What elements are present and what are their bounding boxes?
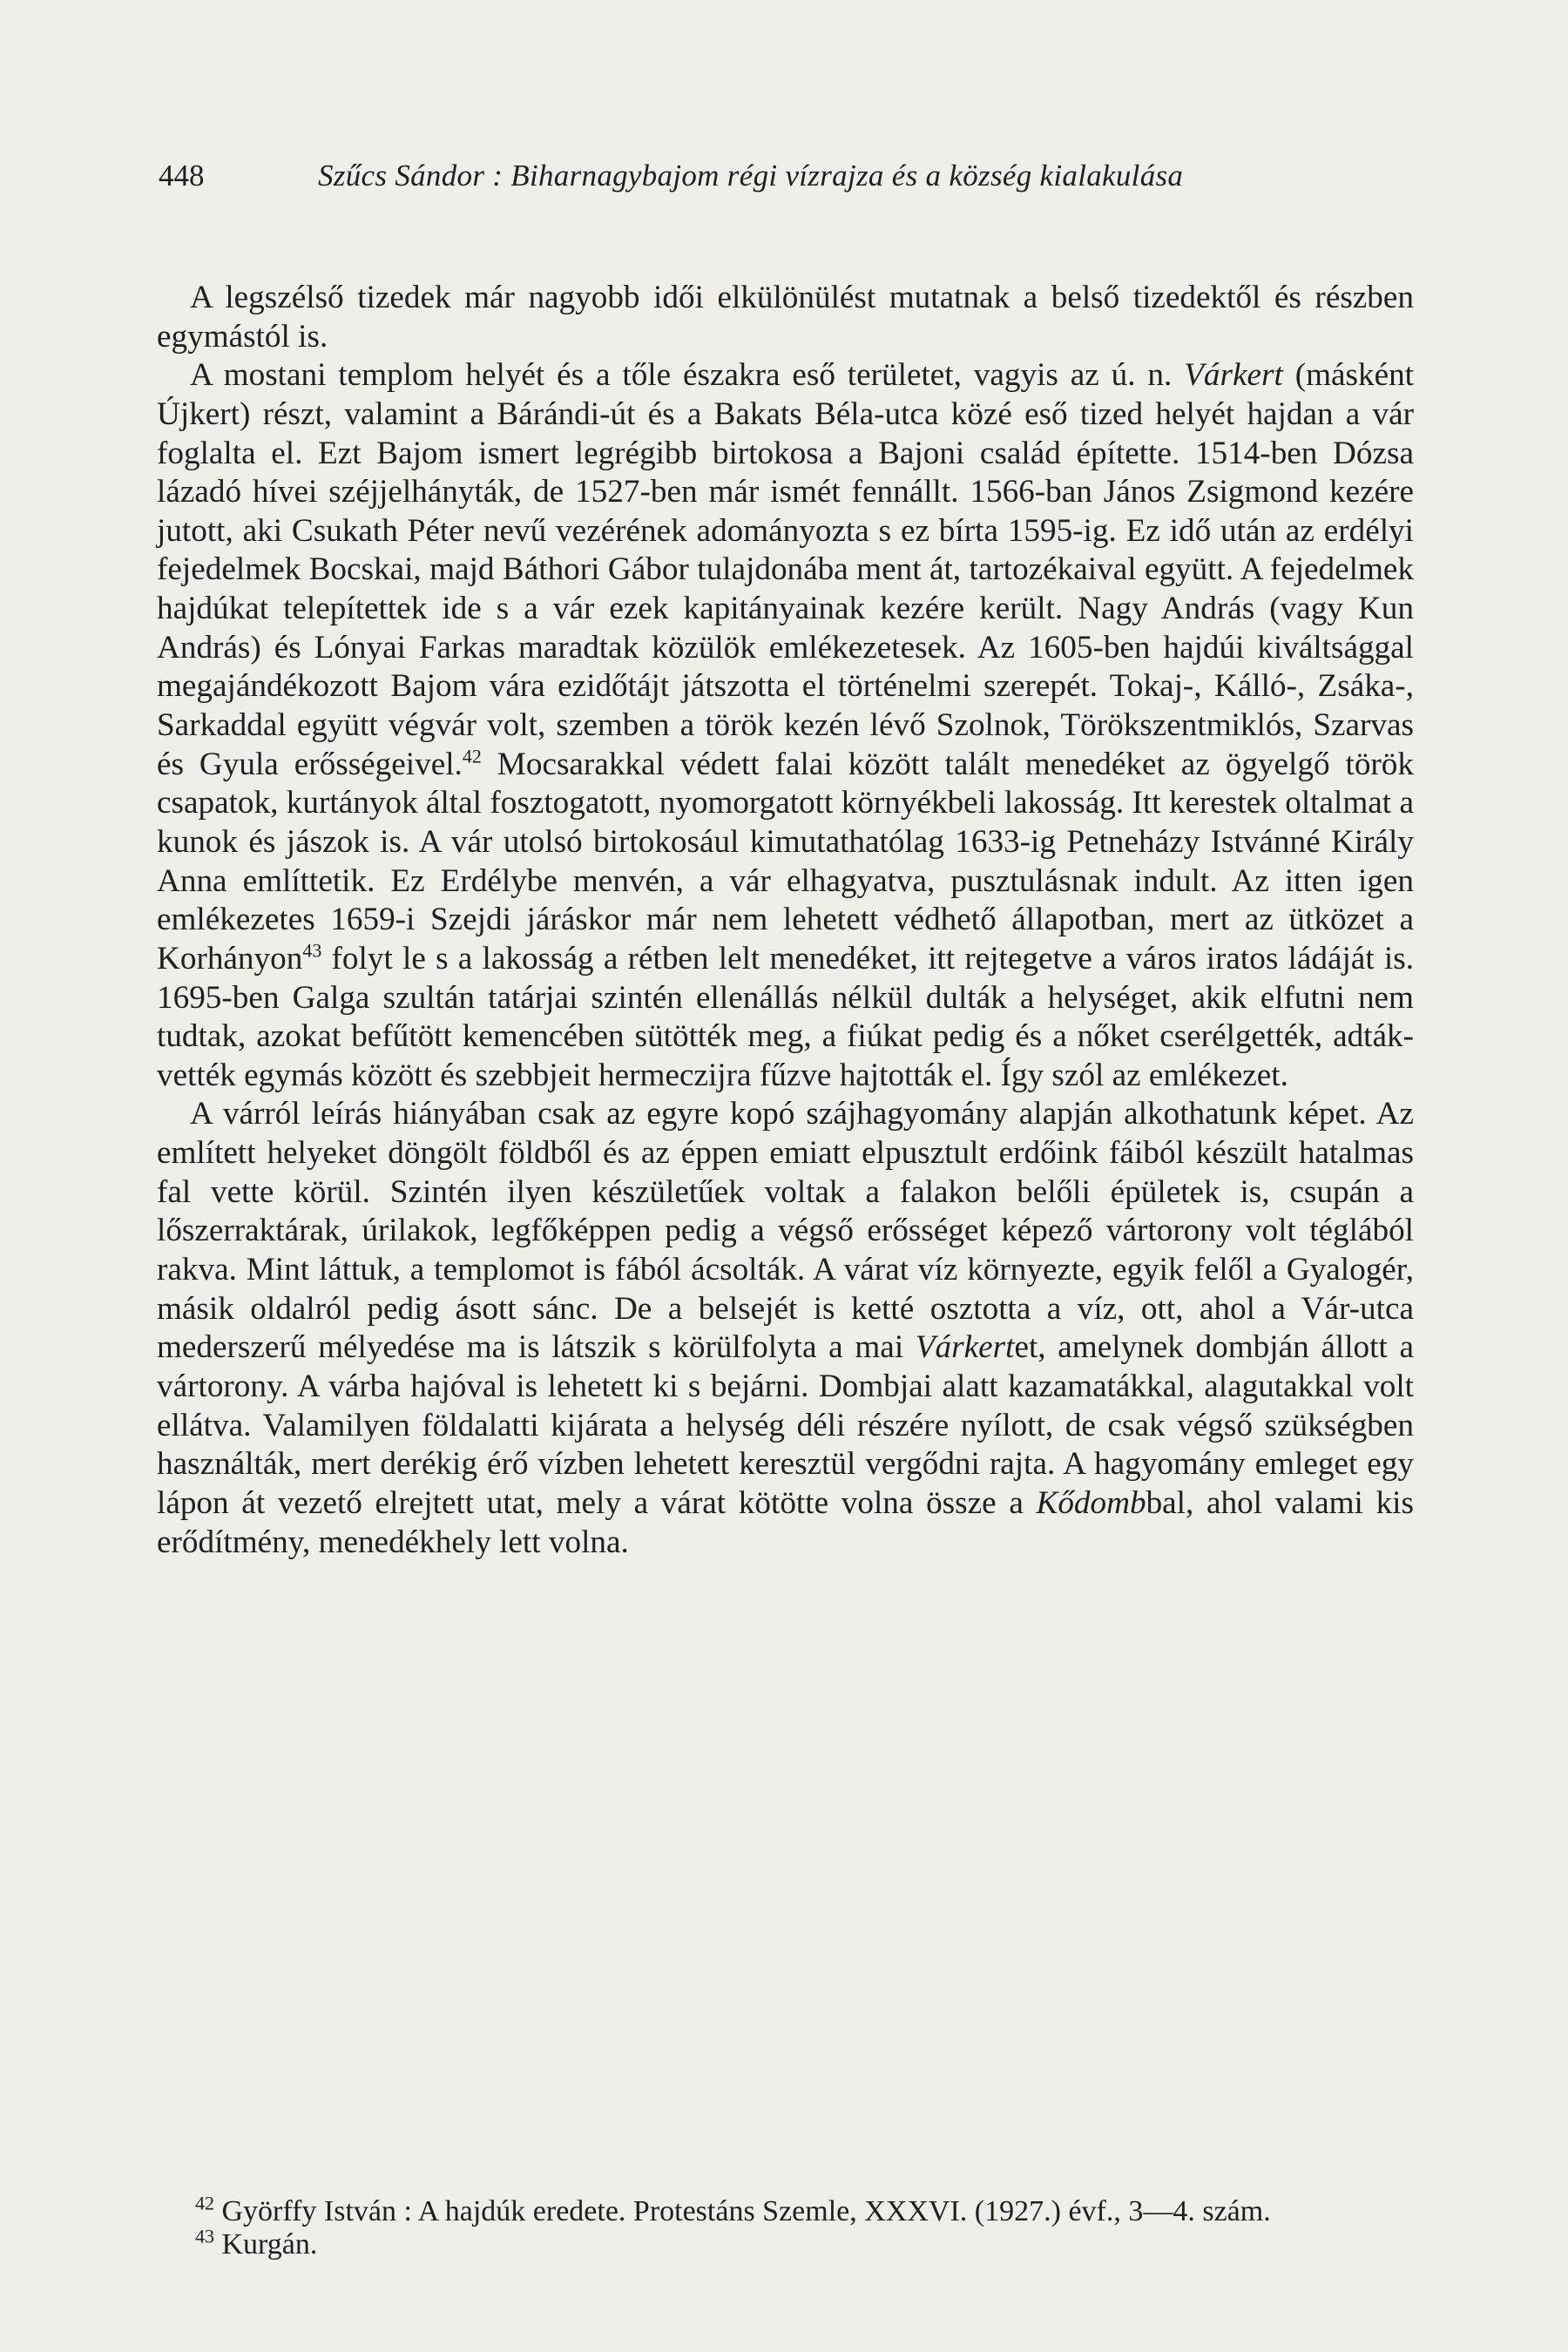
italic-term-varkert-2: Várkert: [915, 1329, 1015, 1366]
paragraph-3-text-a: A várról leírás hiányában csak az egyre kopó szájhagyomány alapján alkothatunk képet. Az említett helyeket döngölt földből és az éppen emiatt elpusztult erdőink fáiból készült hatalmas fal vette körül. Szintén ilyen készületűek voltak a falakon belőli épületek is, csupán a lőszerraktárak, úrilakok, legfőképpen pedig a végső erősséget képező vártorony volt téglából rakva. Mint láttuk, a templomot is fából ácsolták. A várat víz környezte, egyik felől a Gyalogér, másik oldalról pedig ásott sánc. De a belsejét is ketté osztotta a víz, ott, ahol a Vár-utca mederszerű mélyedése ma is látszik s körülfolyta a mai: [157, 1096, 1414, 1366]
italic-term-varkert: Várkert: [1184, 357, 1283, 394]
footnote-43-number: 43: [195, 2225, 214, 2247]
footnote-43: [157, 2225, 1414, 2261]
paragraph-2: [157, 356, 1414, 1095]
paragraph-2-text-d: folyt le s a lakosság a rétben lelt menedéket, itt rejtegetve a város iratos ládáját is. 1695-ben Galga szultán tatárjai szintén ellenállás nélkül dulták a helységet, akik elfutni nem tudtak, azokat befűtött kemencében sütötték meg, a fiúkat pedig és a nőket cserélgették, adták-vették egymás között és szebbjeit hermeczijra fűzve hajtották el. Így szól az emlékezet.: [157, 940, 1414, 1093]
paragraph-3-text-c: bal, ahol valami kis erődítmény, menedékhely lett volna.: [157, 1484, 1414, 1560]
page-header: [159, 159, 1413, 193]
footnotes: [157, 2192, 1414, 2261]
footnote-42: [157, 2192, 1414, 2228]
running-title: Szűcs Sándor : Biharnagybajom régi vízrajza és a község kialakulása: [318, 159, 1184, 193]
footnote-ref-42: 42: [462, 745, 482, 767]
paragraph-1: [157, 279, 1414, 356]
italic-term-kodomb: Kődomb: [1036, 1484, 1146, 1521]
main-text: [157, 279, 1414, 1562]
paragraph-3-text-b: et, amelynek dombján állott a vártorony. A várba hajóval is lehetett ki s bejárni. Dombjai alatt kazamatákkal, alagutakkal volt ellátva. Valamilyen földalatti kijárata a helység déli részére nyílott, de csak végső szükségben használták, mert derékig érő vízben lehetett keresztül vergődni rajta. A hagyomány emleget egy lápon át vezető elrejtett utat, mely a várat kötötte volna össze a: [157, 1329, 1414, 1521]
footnote-ref-43: 43: [302, 939, 322, 962]
paragraph-1-text: A legszélső tizedek már nagyobb idői elkülönülést mutatnak a belső tizedektől és részben egymástól is.: [157, 280, 1414, 355]
paragraph-3: [157, 1095, 1414, 1562]
paragraph-2-text-a: A mostani templom helyét és a tőle északra eső területet, vagyis az ú. n.: [190, 357, 1185, 394]
paragraph-2-text-c: Mocsarakkal védett falai között talált menedéket az ögyelgő török csapatok, kurtányok által fosztogatott, nyomorgatott környékbeli lakosság. Itt kerestek oltalmat a kunok és jászok is. A vár utolsó birtokosául kimutathatólag 1633-ig Petneházy Istvánné Király Anna említtetik. Ez Erdélybe menvén, a vár elhagyatva, pusztulásnak indult. Az itten igen emlékezetes 1659-i Szejdi járáskor már nem lehetett védhető állapotban, mert az ütközet a Korhányon: [157, 746, 1414, 977]
paragraph-2-text-b: (másként Újkert) részt, valamint a Bárándi-út és a Bakats Béla-utca közé eső tized helyét hajdan a vár foglalta el. Ezt Bajom ismert legrégibb birtokosa a Bajoni család építette. 1514-ben Dózsa lázadó hívei széjjelhányták, de 1527-ben már ismét fennállt. 1566-ban János Zsigmond kezére jutott, aki Csukath Péter nevű vezérének adományozta s ez bírta 1595-ig. Ez idő után az erdélyi fejedelmek Bocskai, majd Báthori Gábor tulajdonába ment át, tartozékaival együtt. A fejedelmek hajdúkat telepítettek ide s a vár ezek kapitányainak kezére került. Nagy András (vagy Kun András) és Lónyai Farkas maradtak közülök emlékezetesek. Az 1605-ben hajdúi kiváltsággal megajándékozott Bajom vára ezidőtájt játszotta el történelmi szerepét. Tokaj-, Kálló-, Zsáka-, Sarkaddal együtt végvár volt, szemben a török kezén lévő Szolnok, Törökszentmiklós, Szarvas és Gyula erősségeivel.: [157, 357, 1415, 782]
page-number: 448: [159, 159, 205, 193]
footnote-43-text: Kurgán.: [214, 2228, 318, 2261]
footnote-42-text: Györffy István : A hajdúk eredete. Protestáns Szemle, XXXVI. (1927.) évf., 3—4. szám.: [214, 2195, 1271, 2227]
footnote-42-number: 42: [195, 2192, 214, 2214]
